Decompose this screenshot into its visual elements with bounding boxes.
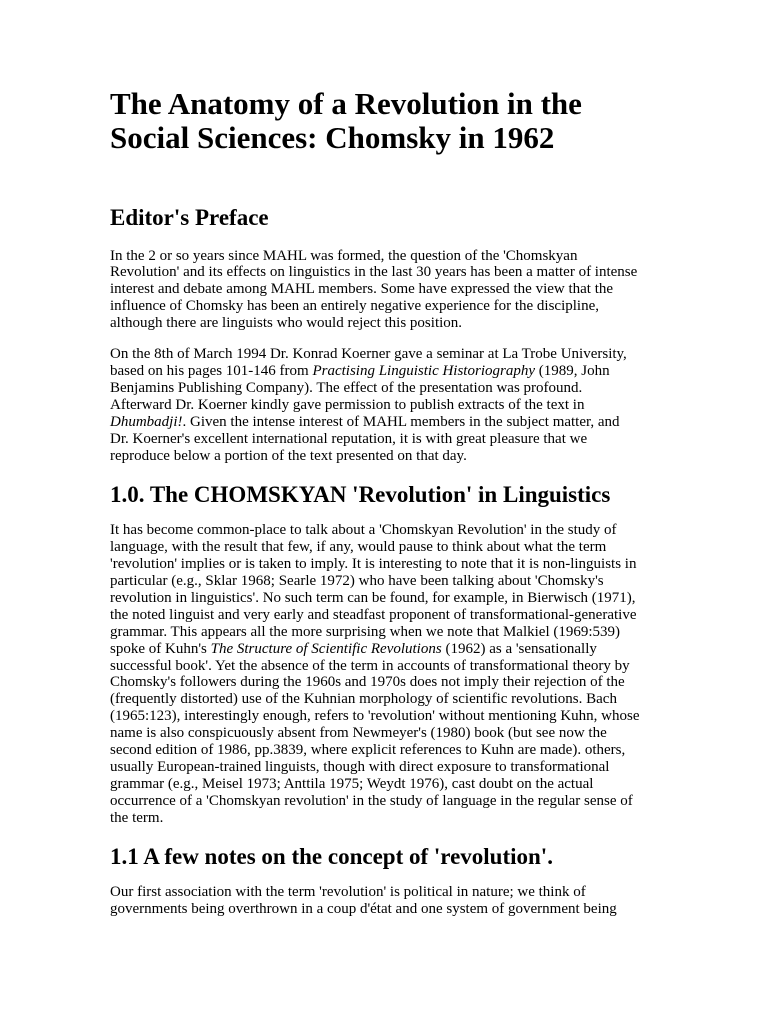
- title-line: The Anatomy of a Revolution in the: [110, 86, 582, 121]
- text-line: reproduce below a portion of the text presented on that day.: [110, 447, 467, 464]
- text-line: the noted linguist and very early and steadfast proponent of transformational-generative: [110, 606, 637, 623]
- section-editors-preface: [110, 204, 768, 465]
- text-line: Revolution' and its effects on linguistics in the last 30 years has been a matter of intense: [110, 264, 638, 281]
- text-run: spoke of Kuhn's: [110, 640, 211, 657]
- paragraph: [110, 884, 768, 918]
- text-line: (frequently distorted) use of the Kuhnian morphology of scientific revolutions. Bach: [110, 691, 617, 708]
- section-concept-of-revolution: [110, 843, 768, 918]
- text-line: governments being overthrown in a coup d'état and one system of government being: [110, 901, 617, 918]
- text-line: although there are linguists who would reject this position.: [110, 315, 463, 332]
- section-heading: 1.0. The CHOMSKYAN 'Revolution' in Linguistics: [110, 482, 611, 508]
- document-title: [110, 87, 768, 155]
- text-line: Afterward Dr. Koerner kindly gave permission to publish extracts of the text in: [110, 397, 585, 414]
- section-heading: Editor's Preface: [110, 204, 269, 230]
- text-line: occurrence of a 'Chomskyan revolution' in the study of language in the regular sense of: [110, 792, 633, 809]
- section-chomskyan-revolution: [110, 481, 768, 826]
- text-line: Benjamins Publishing Company). The effect of the presentation was profound.: [110, 380, 583, 397]
- text-run: (1989, John: [534, 363, 610, 380]
- text-line: successful book'. Yet the absence of the term in accounts of transformational theory by: [110, 657, 630, 674]
- text-line: In the 2 or so years since MAHL was formed, the question of the 'Chomskyan: [110, 247, 578, 264]
- text-line: Our first association with the term 'revolution' is political in nature; we think of: [110, 884, 586, 901]
- text-line: grammar. This appears all the more surprising when we note that Malkiel (1969:539): [110, 623, 621, 640]
- text-line: particular (e.g., Sklar 1968; Searle 1972) who have been talking about 'Chomsky's: [110, 573, 604, 590]
- text-line: second edition of 1986, pp.3839, where explicit references to Kuhn are made). others,: [110, 741, 626, 758]
- title-line: Social Sciences: Chomsky in 1962: [110, 120, 555, 155]
- section-heading: 1.1 A few notes on the concept of 'revolution'.: [110, 844, 553, 870]
- text-line: 'revolution' implies or is taken to imply. It is interesting to note that it is non-linguists in: [110, 556, 637, 573]
- text-run: . Given the intense interest of MAHL members in the subject matter, and: [182, 414, 620, 431]
- text-line: [110, 414, 768, 431]
- text-line: name is also conspicuously absent from Newmeyer's (1980) book (but see now the: [110, 725, 607, 742]
- italic-title: Practising Linguistic Historiography: [312, 363, 535, 380]
- text-run: based on his pages 101-146 from: [110, 363, 313, 380]
- paragraph: [110, 248, 768, 332]
- text-line: language, with the result that few, if any, would pause to think about what the term: [110, 539, 607, 556]
- paragraph: [110, 522, 768, 826]
- italic-title: The Structure of Scientific Revolutions: [210, 640, 442, 657]
- text-line: grammar (e.g., Meisel 1973; Anttila 1975; Weydt 1976), cast doubt on the actual: [110, 775, 594, 792]
- text-line: It has become common-place to talk about a 'Chomskyan Revolution' in the study of: [110, 522, 617, 539]
- text-line: On the 8th of March 1994 Dr. Konrad Koerner gave a seminar at La Trobe University,: [110, 346, 627, 363]
- text-line: influence of Chomsky has been an entirely negative experience for the discipline,: [110, 298, 599, 315]
- text-line: the term.: [110, 809, 164, 826]
- text-line: interest and debate among MAHL members. Some have expressed the view that the: [110, 281, 614, 298]
- italic-title: Dhumbadji!: [110, 414, 183, 431]
- text-line: [110, 641, 768, 658]
- text-line: (1965:123), interestingly enough, refers to 'revolution' without mentioning Kuhn, whose: [110, 708, 640, 725]
- text-line: [110, 363, 768, 380]
- text-run: (1962) as a 'sensationally: [441, 640, 597, 657]
- text-line: Dr. Koerner's excellent international reputation, it is with great pleasure that we: [110, 430, 588, 447]
- text-line: Chomsky's followers during the 1960s and 1970s does not imply their rejection of the: [110, 674, 625, 691]
- paragraph: [110, 346, 768, 464]
- text-line: revolution in linguistics'. No such term can be found, for example, in Bierwisch (1971),: [110, 589, 636, 606]
- text-line: usually European-trained linguists, though with direct exposure to transformational: [110, 758, 610, 775]
